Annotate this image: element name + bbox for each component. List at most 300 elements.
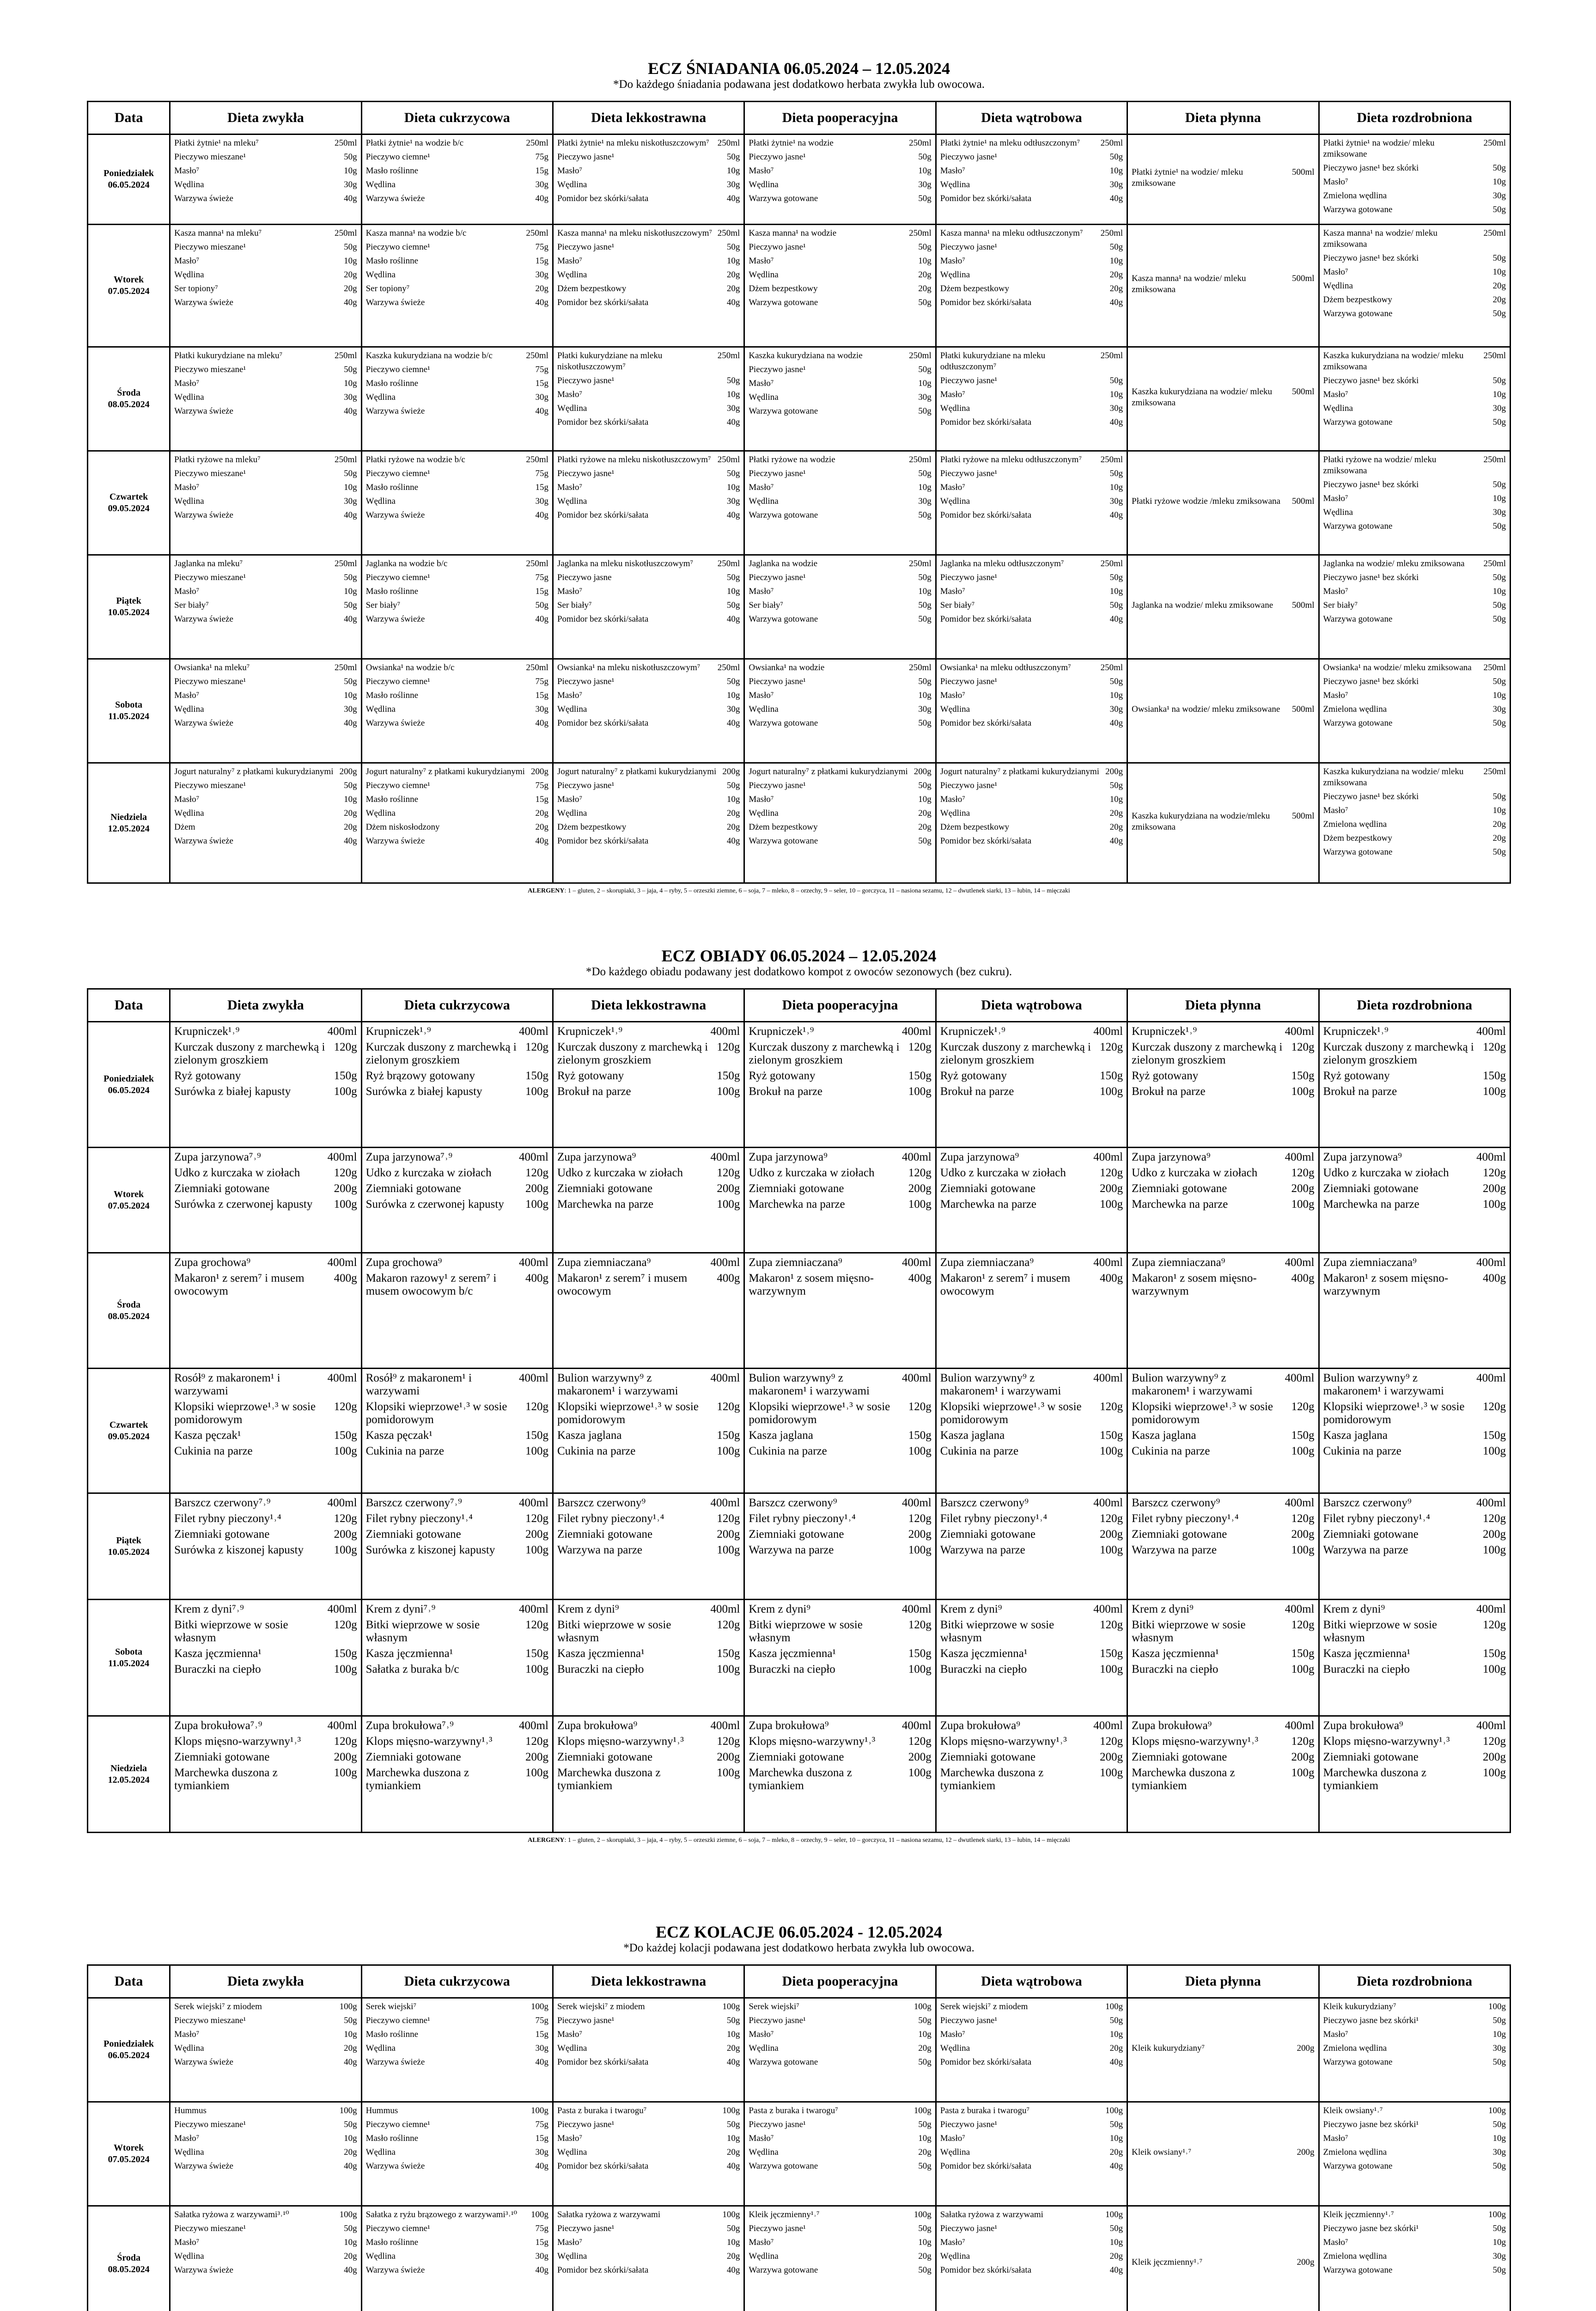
meal-item xyxy=(1132,1619,1314,1645)
meal-item-name: Płatki żytnie¹ na wodzie/ mleku zmiksowane xyxy=(1132,167,1243,188)
meal-item-quantity: 250ml xyxy=(717,351,740,361)
meal-item-quantity: 50g xyxy=(918,836,932,846)
meal-cell xyxy=(936,451,1127,555)
meal-item-name: Płatki ryżowe na wodzie b/c xyxy=(365,455,465,465)
meal-item-quantity: 100g xyxy=(1291,1085,1315,1098)
meal-item-name: Krupniczek¹˒⁹ xyxy=(557,1025,623,1038)
meal-item-quantity: 100g xyxy=(334,1445,357,1457)
lunch-section xyxy=(87,947,1511,1846)
meal-item-quantity: 120g xyxy=(525,1167,548,1179)
meal-item xyxy=(1323,2147,1506,2158)
meal-item-quantity: 200g xyxy=(1483,1751,1506,1763)
meal-item-name: Bulion warzywny⁹ z makaronem¹ i warzywami xyxy=(557,1372,678,1397)
meal-item-name: Brokuł na parze xyxy=(940,1085,1014,1098)
meal-item-name: Masło⁷ xyxy=(1323,2134,1348,2143)
meal-cell xyxy=(744,1716,936,1833)
meal-item-quantity: 150g xyxy=(1291,1647,1315,1660)
day-row xyxy=(88,347,1511,451)
meal-item xyxy=(174,256,357,267)
meal-item-name: Ziemniaki gotowane xyxy=(940,1528,1036,1541)
meal-item-name: Jaglanka na mleku niskotłuszczowym⁷ xyxy=(557,559,694,569)
meal-item-name: Krupniczek¹˒⁹ xyxy=(749,1025,814,1038)
meal-item xyxy=(1323,2057,1506,2068)
meal-item-name: Wędlina xyxy=(174,2147,204,2157)
meal-item-quantity: 10g xyxy=(344,795,357,804)
meal-item xyxy=(940,836,1123,847)
meal-item xyxy=(1323,766,1506,789)
meal-item-quantity: 50g xyxy=(726,600,740,610)
day-row xyxy=(88,451,1511,555)
meal-item-name: Wędlina xyxy=(749,180,779,190)
meal-item xyxy=(366,2209,548,2220)
meal-item xyxy=(174,1198,357,1211)
meal-item-name: Pasta z buraka i twarogu⁷ xyxy=(940,2106,1030,2115)
meal-item xyxy=(940,794,1123,805)
meal-item-name: Marchewka na parze xyxy=(1323,1198,1419,1211)
meal-item-name: Wędlina xyxy=(749,2043,779,2053)
meal-item-name: Pieczywo jasne xyxy=(557,573,612,582)
meal-item-name: Pieczywo mieszane¹ xyxy=(174,781,246,790)
meal-item xyxy=(1132,1719,1314,1732)
meal-item xyxy=(1323,281,1506,292)
meal-item xyxy=(940,822,1123,833)
meal-item-name: Dżem bezpestkowy xyxy=(557,822,627,832)
meal-item-name: Zupa jarzynowa⁷˒⁹ xyxy=(174,1151,261,1163)
day-date: 08.05.2024 xyxy=(108,2264,150,2274)
meal-item xyxy=(940,2223,1123,2234)
meal-item-name: Masło⁷ xyxy=(174,2238,200,2247)
meal-item xyxy=(940,468,1123,479)
meal-item-quantity: 40g xyxy=(344,718,357,728)
meal-item xyxy=(366,256,548,267)
meal-item-quantity: 10g xyxy=(918,2134,932,2143)
meal-item xyxy=(174,690,357,701)
meal-item-name: Barszcz czerwony⁹ xyxy=(940,1497,1029,1509)
day-date: 10.05.2024 xyxy=(108,607,150,617)
meal-item xyxy=(1323,1429,1506,1442)
meal-item xyxy=(557,403,740,414)
meal-item-name: Wędlina xyxy=(365,2147,396,2157)
meal-item xyxy=(174,269,357,281)
meal-item-quantity: 10g xyxy=(344,166,357,176)
meal-item-name: Płatki żytnie¹ na mleku⁷ xyxy=(174,138,259,148)
meal-item xyxy=(1132,811,1314,833)
meal-item-name: Owsianka¹ na wodzie b/c xyxy=(365,663,455,673)
meal-item-name: Bitki wieprzowe w sosie własnym xyxy=(557,1619,671,1644)
day-date: 06.05.2024 xyxy=(108,180,150,190)
meal-item xyxy=(174,558,357,569)
meal-item-name: Owsianka¹ na wodzie/ mleku zmiksowana xyxy=(1323,663,1472,673)
meal-item xyxy=(557,1041,740,1067)
meal-cell xyxy=(936,347,1127,451)
meal-item-name: Wędlina xyxy=(365,496,396,506)
meal-item-name: Wędlina xyxy=(557,180,587,190)
meal-item-name: Masło roślinne xyxy=(365,587,419,596)
meal-item xyxy=(1323,690,1506,701)
meal-item-quantity: 120g xyxy=(1100,1400,1123,1413)
day-row xyxy=(88,135,1511,225)
meal-item xyxy=(1323,805,1506,816)
meal-item-name: Kasza pęczak¹ xyxy=(365,1429,433,1442)
day-name: Wtorek xyxy=(113,275,144,285)
meal-item-quantity: 10g xyxy=(344,2030,357,2039)
meal-item-quantity: 120g xyxy=(1100,1041,1123,1053)
day-date: 07.05.2024 xyxy=(108,286,150,296)
meal-cell xyxy=(936,1369,1127,1493)
allergen-legend-text: : 1 – gluten, 2 – skorupiaki, 3 – jaja, 4 – ryby, 5 – orzeszki ziemne, 6 – soja, 7 – mleko, 8 – orzechy, 9 – seler, 10 – gorczyca, 11 – nasiona sezamu, 12 – dwutlenek siarki, 13 – łubin, 14 – mięczaki xyxy=(564,887,1070,894)
header-diet: Dieta cukrzycowa xyxy=(361,1965,553,1998)
meal-item-name: Wędlina xyxy=(365,180,396,190)
meal-item-name: Zupa brokułowa⁹ xyxy=(1132,1719,1212,1732)
meal-item-name: Masło⁷ xyxy=(940,795,965,804)
meal-item-quantity: 400g xyxy=(1483,1272,1506,1284)
meal-item-quantity: 50g xyxy=(1109,573,1123,582)
meal-item-name: Warzywa gotowane xyxy=(1323,2265,1393,2275)
meal-item-name: Dżem bezpestkowy xyxy=(749,822,818,832)
meal-item-name: Pieczywo jasne¹ xyxy=(940,573,998,582)
meal-item-name: Pomidor bez skórki/sałata xyxy=(557,2057,649,2067)
meal-item xyxy=(557,165,740,177)
meal-item-quantity: 40g xyxy=(726,2161,740,2171)
meal-item-quantity: 30g xyxy=(1492,704,1506,714)
meal-item-name: Dżem bezpestkowy xyxy=(557,284,627,293)
meal-item-name: Pomidor bez skórki/sałata xyxy=(940,614,1032,624)
meal-item-name: Makaron¹ z sosem mięsno-warzywnym xyxy=(749,1272,874,1297)
meal-item-name: Filet rybny pieczony¹˒⁴ xyxy=(749,1512,856,1525)
meal-item-quantity: 120g xyxy=(717,1512,740,1525)
meal-item xyxy=(940,718,1123,729)
meal-item-name: Wędlina xyxy=(365,2043,396,2053)
meal-cell xyxy=(553,1998,744,2102)
meal-cell xyxy=(1319,1369,1510,1493)
meal-item-name: Sałatka z ryżu brązowego z warzywami³˒¹⁰ xyxy=(365,2210,518,2219)
meal-item-name: Klopsiki wieprzowe¹˒³ w sosie pomidorowym xyxy=(940,1400,1082,1426)
meal-item-name: Wędlina xyxy=(940,2147,970,2157)
meal-item xyxy=(174,2223,357,2234)
day-name: Poniedziałek xyxy=(104,2039,154,2049)
meal-item-quantity: 20g xyxy=(918,270,932,280)
meal-item xyxy=(366,138,548,149)
meal-item-quantity: 50g xyxy=(1109,2120,1123,2129)
meal-item xyxy=(749,179,931,190)
meal-item-name: Płatki żytnie¹ na wodzie b/c xyxy=(365,138,464,148)
meal-item-name: Cukinia na parze xyxy=(174,1445,253,1457)
meal-item-name: Marchewka duszona z tymiankiem xyxy=(940,1767,1044,1792)
meal-cell xyxy=(1127,1369,1319,1493)
meal-item xyxy=(940,572,1123,583)
meal-item-name: Kleik owsiany¹˒⁷ xyxy=(1132,2147,1192,2157)
meal-cell xyxy=(170,1600,361,1716)
meal-item xyxy=(940,256,1123,267)
meal-item-quantity: 20g xyxy=(918,284,932,293)
header-diet: Dieta cukrzycowa xyxy=(361,989,553,1022)
meal-item xyxy=(1323,1041,1506,1067)
meal-item-quantity: 120g xyxy=(1291,1167,1315,1179)
meal-item xyxy=(1323,676,1506,687)
meal-cell xyxy=(1319,451,1510,555)
meal-item-quantity: 100g xyxy=(908,1544,932,1556)
meal-item-name: Dżem bezpestkowy xyxy=(1323,833,1392,843)
meal-item xyxy=(1323,833,1506,844)
meal-item-name: Pomidor bez skórki/sałata xyxy=(557,194,649,203)
meal-item-name: Zupa ziemniaczana⁹ xyxy=(1323,1256,1417,1269)
meal-item-quantity: 500ml xyxy=(1291,387,1315,397)
meal-item xyxy=(940,482,1123,493)
meal-item-quantity: 200g xyxy=(334,1528,357,1541)
meal-item xyxy=(366,1429,548,1442)
meal-item-name: Jogurt naturalny⁷ z płatkami kukurydzianymi xyxy=(174,767,334,776)
header-diet: Dieta zwykła xyxy=(170,989,361,1022)
meal-item-quantity: 100g xyxy=(1100,1085,1123,1098)
meal-item-quantity: 250ml xyxy=(909,455,932,465)
meal-item-quantity: 50g xyxy=(918,2265,932,2275)
meal-item-name: Warzywa świeże xyxy=(365,2057,425,2067)
meal-item-quantity: 30g xyxy=(535,180,548,190)
meal-item-quantity: 400ml xyxy=(1093,1497,1123,1509)
meal-item xyxy=(366,614,548,625)
meal-item xyxy=(749,2015,931,2026)
meal-item xyxy=(366,1070,548,1082)
meal-item-name: Cukinia na parze xyxy=(365,1445,444,1457)
meal-item-name: Kurczak duszony z marchewką i zielonym groszkiem xyxy=(749,1041,900,1066)
header-diet: Dieta pooperacyjna xyxy=(744,989,936,1022)
meal-item-quantity: 150g xyxy=(1483,1647,1506,1660)
day-cell xyxy=(88,451,170,555)
meal-item-quantity: 200g xyxy=(1291,1528,1315,1541)
meal-item xyxy=(174,2015,357,2026)
meal-item-quantity: 200g xyxy=(1483,1182,1506,1195)
meal-item-quantity: 200g xyxy=(1297,2257,1315,2267)
meal-item xyxy=(1323,1663,1506,1676)
meal-item-quantity: 40g xyxy=(1109,417,1123,427)
meal-item-quantity: 50g xyxy=(1492,417,1506,427)
meal-item-quantity: 20g xyxy=(1109,2251,1123,2261)
meal-item-name: Pomidor bez skórki/sałata xyxy=(940,2057,1032,2067)
meal-item xyxy=(749,468,931,479)
meal-item-name: Wędlina xyxy=(365,704,396,714)
day-cell xyxy=(88,1253,170,1369)
meal-item xyxy=(174,1151,357,1164)
meal-item-name: Ziemniaki gotowane xyxy=(557,1528,653,1541)
day-row xyxy=(88,1022,1511,1148)
meal-item-name: Krem z dyni⁹ xyxy=(1132,1603,1194,1615)
meal-item-quantity: 250ml xyxy=(909,228,932,238)
meal-item xyxy=(749,1025,931,1038)
meal-cell xyxy=(744,225,936,347)
meal-item xyxy=(749,2057,931,2068)
meal-item-quantity: 40g xyxy=(726,2057,740,2067)
meal-item xyxy=(174,780,357,791)
meal-item-name: Wędlina xyxy=(174,496,204,506)
meal-item-quantity: 120g xyxy=(908,1167,932,1179)
meal-item xyxy=(749,1497,931,1510)
meal-item xyxy=(557,350,740,373)
meal-item-name: Masło⁷ xyxy=(174,795,200,804)
meal-item xyxy=(940,2015,1123,2026)
meal-item xyxy=(174,364,357,375)
meal-item xyxy=(366,269,548,281)
meal-item-quantity: 40g xyxy=(535,614,548,624)
meal-cell xyxy=(1127,659,1319,763)
meal-item-quantity: 120g xyxy=(525,1512,548,1525)
meal-item-name: Masło⁷ xyxy=(1323,587,1348,596)
meal-item-name: Kleik kukurydziany⁷ xyxy=(1132,2043,1205,2053)
meal-item xyxy=(366,1400,548,1426)
meal-item-name: Serek wiejski⁷ xyxy=(749,2002,799,2011)
meal-item-quantity: 400ml xyxy=(1093,1256,1123,1269)
meal-item-quantity: 250ml xyxy=(1100,351,1123,361)
meal-item xyxy=(557,614,740,625)
meal-item xyxy=(366,2057,548,2068)
meal-item-quantity: 50g xyxy=(918,365,932,374)
meal-item xyxy=(366,1272,548,1298)
meal-item-name: Wędlina xyxy=(940,404,970,413)
meal-item-name: Owsianka¹ na mleku niskotłuszczowym⁷ xyxy=(557,663,701,673)
meal-item-quantity: 120g xyxy=(908,1041,932,1053)
meal-cell xyxy=(170,2206,361,2311)
meal-item-name: Bitki wieprzowe w sosie własnym xyxy=(1323,1619,1437,1644)
meal-item-quantity: 50g xyxy=(1109,242,1123,252)
meal-cell xyxy=(1127,763,1319,883)
meal-item-quantity: 10g xyxy=(1109,2134,1123,2143)
meal-item-name: Zupa grochowa⁹ xyxy=(174,1256,251,1269)
meal-item-quantity: 10g xyxy=(344,483,357,492)
meal-item-quantity: 400ml xyxy=(327,1025,357,1038)
meal-item xyxy=(174,614,357,625)
meal-item xyxy=(940,389,1123,400)
meal-item-quantity: 50g xyxy=(1492,614,1506,624)
meal-item-name: Buraczki na ciepło xyxy=(940,1663,1027,1675)
meal-item xyxy=(557,2237,740,2248)
meal-item xyxy=(749,1512,931,1525)
meal-item-name: Pomidor bez skórki/sałata xyxy=(557,510,649,520)
meal-item-name: Warzywa świeże xyxy=(174,194,233,203)
meal-item xyxy=(749,1445,931,1458)
meal-item-name: Wędlina xyxy=(557,2251,587,2261)
meal-item xyxy=(749,704,931,715)
meal-item-quantity: 100g xyxy=(339,2002,357,2011)
meal-item-name: Pasta z buraka i twarogu⁷ xyxy=(557,2106,647,2115)
meal-item-name: Jaglanka na wodzie b/c xyxy=(365,559,448,569)
meal-item-name: Warzywa świeże xyxy=(174,614,233,624)
meal-item xyxy=(749,2265,931,2276)
meal-item-name: Warzywa świeże xyxy=(174,2265,233,2275)
meal-item-name: Masło⁷ xyxy=(749,691,774,700)
meal-item xyxy=(1323,1182,1506,1195)
meal-item-quantity: 30g xyxy=(1109,704,1123,714)
meal-item-name: Filet rybny pieczony¹˒⁴ xyxy=(365,1512,473,1525)
meal-item-quantity: 40g xyxy=(535,2265,548,2275)
meal-cell xyxy=(1127,347,1319,451)
meal-item-name: Wędlina xyxy=(365,808,396,818)
meal-item-name: Warzywa gotowane xyxy=(749,406,818,416)
meal-item xyxy=(1323,600,1506,611)
meal-item-name: Warzywa świeże xyxy=(174,836,233,846)
meal-item-quantity: 40g xyxy=(344,406,357,416)
meal-item-quantity: 400ml xyxy=(1476,1497,1506,1509)
meal-item-name: Masło⁷ xyxy=(749,256,774,266)
meal-item xyxy=(557,690,740,701)
header-diet: Dieta zwykła xyxy=(170,1965,361,1998)
meal-item-name: Klopsiki wieprzowe¹˒³ w sosie pomidorowym xyxy=(1132,1400,1273,1426)
meal-item-quantity: 10g xyxy=(344,379,357,388)
meal-item-quantity: 200g xyxy=(525,1751,548,1763)
meal-item-name: Ser biały⁷ xyxy=(365,600,401,610)
meal-item-name: Krem z dyni⁷˒⁹ xyxy=(174,1603,244,1615)
meal-item-quantity: 200g xyxy=(1291,1182,1315,1195)
day-cell xyxy=(88,1369,170,1493)
meal-item-name: Surówka z czerwonej kapusty xyxy=(174,1198,313,1211)
meal-item-quantity: 150g xyxy=(717,1647,740,1660)
meal-item-quantity: 400ml xyxy=(327,1372,357,1384)
meal-cell xyxy=(936,555,1127,659)
meal-cell xyxy=(361,2102,553,2206)
meal-item-quantity: 10g xyxy=(1109,691,1123,700)
meal-item xyxy=(1323,253,1506,264)
meal-item-name: Płatki żytnie¹ na mleku niskotłuszczowym⁷ xyxy=(557,138,709,148)
meal-item xyxy=(1323,1025,1506,1038)
meal-item xyxy=(557,138,740,149)
meal-item-quantity: 100g xyxy=(717,1198,740,1211)
meal-item xyxy=(174,794,357,805)
meal-item-quantity: 40g xyxy=(1109,510,1123,520)
meal-item xyxy=(557,676,740,687)
meal-item-name: Kasza pęczak¹ xyxy=(174,1429,241,1442)
meal-item-quantity: 200g xyxy=(1100,1528,1123,1541)
meal-item xyxy=(174,1528,357,1541)
meal-item-name: Zmielona wędlina xyxy=(1323,2251,1387,2261)
day-cell xyxy=(88,1600,170,1716)
meal-item-quantity: 30g xyxy=(535,2147,548,2157)
meal-item-quantity: 50g xyxy=(726,781,740,790)
meal-item-name: Pieczywo ciemne¹ xyxy=(365,573,430,582)
meal-item xyxy=(557,1151,740,1164)
meal-item xyxy=(1323,163,1506,174)
meal-item-name: Wędlina xyxy=(174,270,204,280)
meal-item-name: Cukinia na parze xyxy=(1132,1445,1210,1457)
meal-item-name: Marchewka duszona z tymiankiem xyxy=(557,1767,661,1792)
meal-item-name: Ser biały⁷ xyxy=(557,600,592,610)
meal-item-quantity: 10g xyxy=(918,483,932,492)
meal-item xyxy=(1323,2133,1506,2144)
meal-item-name: Płatki kukurydziane na mleku niskotłuszczowym⁷ xyxy=(557,351,663,372)
meal-item-quantity: 400g xyxy=(525,1272,548,1284)
meal-item-name: Masło⁷ xyxy=(1323,2238,1348,2247)
meal-item xyxy=(557,600,740,611)
meal-item-quantity: 50g xyxy=(344,600,357,610)
meal-item xyxy=(1323,1070,1506,1082)
meal-item-quantity: 400ml xyxy=(1476,1025,1506,1038)
meal-item-name: Jaglanka na wodzie/ mleku zmiksowana xyxy=(1323,559,1465,569)
day-date: 12.05.2024 xyxy=(108,1774,150,1785)
meal-item-quantity: 15g xyxy=(535,483,548,492)
meal-item xyxy=(366,2133,548,2144)
meal-cell xyxy=(1319,1148,1510,1253)
meal-item xyxy=(1323,308,1506,319)
meal-item xyxy=(174,2043,357,2054)
meal-item-name: Pieczywo jasne¹ xyxy=(557,781,615,790)
meal-item-name: Kurczak duszony z marchewką i zielonym groszkiem xyxy=(557,1041,708,1066)
section-title: ECZ OBIADY 06.05.2024 – 12.05.2024 xyxy=(661,947,937,965)
meal-item xyxy=(749,2237,931,2248)
meal-item-name: Zupa jarzynowa⁹ xyxy=(1132,1151,1211,1163)
meal-item-quantity: 20g xyxy=(344,2251,357,2261)
meal-item xyxy=(366,2251,548,2262)
meal-item-name: Warzywa gotowane xyxy=(749,194,818,203)
meal-item xyxy=(1323,1719,1506,1732)
meal-item xyxy=(1323,2209,1506,2220)
meal-item-quantity: 400ml xyxy=(710,1256,740,1269)
